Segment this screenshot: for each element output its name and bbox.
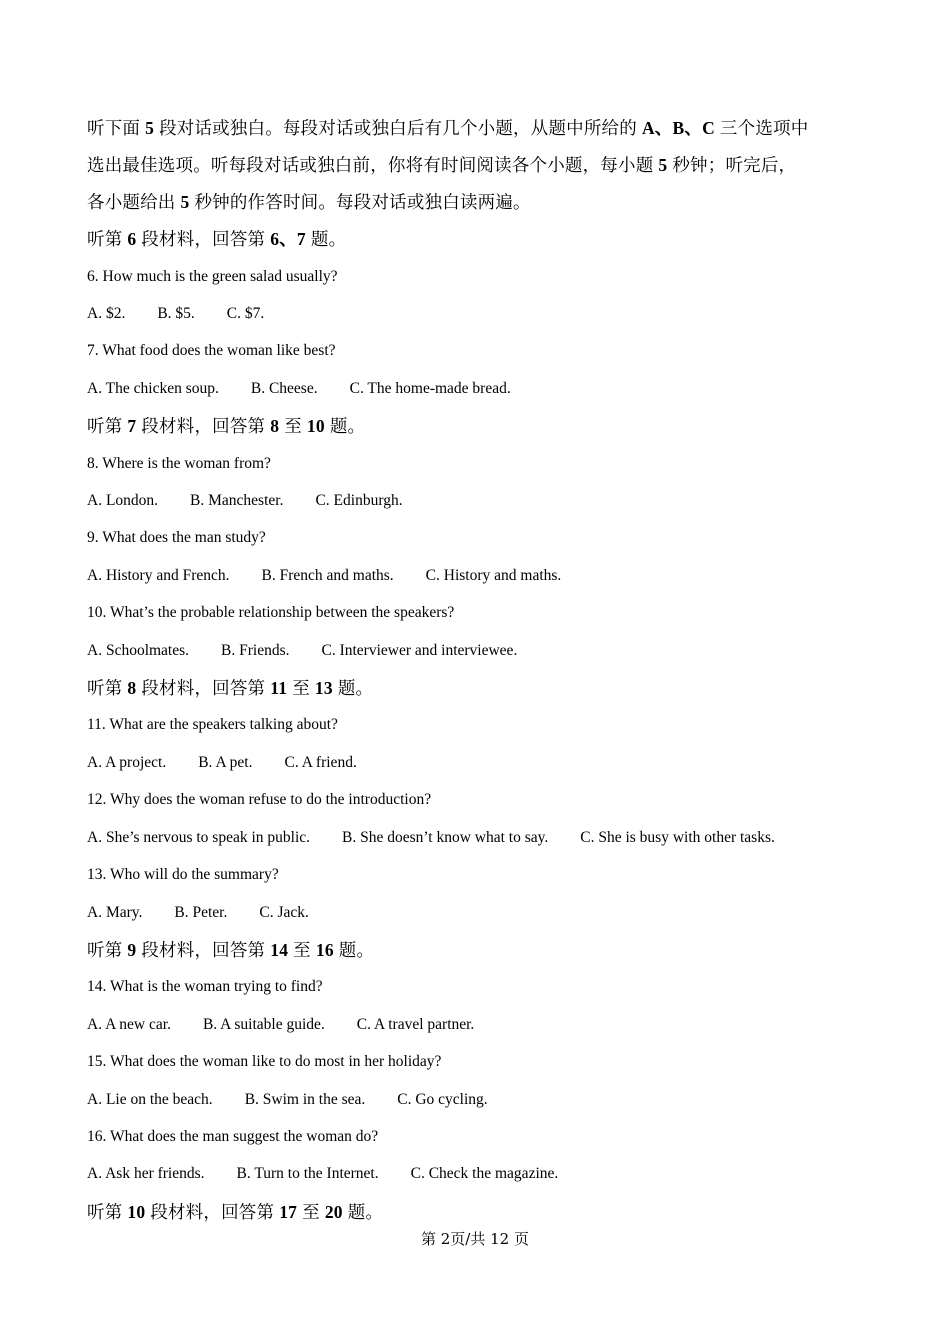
option-a: A. Schoolmates. [87, 642, 190, 659]
options-8 [87, 491, 435, 511]
option-a: A. $2. [87, 305, 126, 322]
options-11 [87, 753, 389, 773]
options-9 [87, 566, 593, 586]
option-c: C. Edinburgh. [315, 492, 403, 509]
option-c: C. Check the magazine. [410, 1165, 559, 1182]
option-b: B. A pet. [198, 754, 253, 771]
option-b: B. Swim in the sea. [244, 1091, 366, 1108]
option-a: A. The chicken soup. [87, 380, 219, 397]
option-a: A. A new car. [87, 1016, 171, 1033]
option-a: A. A project. [87, 754, 167, 771]
option-b: B. A suitable guide. [202, 1016, 325, 1033]
question-7: 7. What food does the woman like best? [87, 342, 336, 359]
options-16 [87, 1164, 590, 1184]
option-a: A. Mary. [87, 904, 143, 921]
option-c: C. She is busy with other tasks. [580, 829, 775, 846]
options-12 [87, 828, 807, 848]
option-a: A. History and French. [87, 567, 230, 584]
intro-line-1: 听下面 5 段对话或独白。每段对话或独白后有几个小题，从题中所给的 A、B、C 三个选项中 [87, 118, 809, 139]
option-b: B. Manchester. [190, 492, 284, 509]
option-a: A. Ask her friends. [87, 1165, 205, 1182]
question-6: 6. How much is the green salad usually? [87, 268, 338, 285]
option-b: B. Cheese. [250, 380, 318, 397]
question-8: 8. Where is the woman from? [87, 455, 271, 472]
option-b: B. She doesn’t know what to say. [342, 829, 549, 846]
option-c: C. Go cycling. [397, 1091, 488, 1108]
question-15: 15. What does the woman like to do most in her holiday? [87, 1053, 442, 1070]
option-c: C. A travel partner. [356, 1016, 475, 1033]
options-6 [87, 304, 296, 324]
option-c: C. History and maths. [425, 567, 562, 584]
section-heading-8: 听第 8 段材料，回答第 11 至 13 题。 [87, 678, 374, 699]
options-15 [87, 1090, 520, 1110]
option-b: B. Peter. [174, 904, 228, 921]
option-c: C. Interviewer and interviewee. [321, 642, 518, 659]
option-a: A. She’s nervous to speak in public. [87, 829, 311, 846]
question-10: 10. What’s the probable relationship between the speakers? [87, 604, 455, 621]
page-footer: 第 2页/共 12 页 [420, 1230, 530, 1248]
question-13: 13. Who will do the summary? [87, 866, 279, 883]
option-c: C. The home-made bread. [349, 380, 511, 397]
option-a: A. London. [87, 492, 159, 509]
section-heading-6: 听第 6 段材料，回答第 6、7 题。 [87, 229, 347, 250]
options-13 [87, 903, 341, 923]
option-b: B. Turn to the Internet. [236, 1165, 379, 1182]
section-heading-9: 听第 9 段材料，回答第 14 至 16 题。 [87, 940, 375, 961]
intro-line-2: 选出最佳选项。听每段对话或独白前，你将有时间阅读各个小题，每小题 5 秒钟；听完后， [87, 155, 797, 176]
question-12: 12. Why does the woman refuse to do the introduction? [87, 791, 432, 808]
section-heading-10: 听第 10 段材料，回答第 17 至 20 题。 [87, 1202, 384, 1223]
question-16: 16. What does the man suggest the woman do? [87, 1128, 379, 1145]
option-c: C. Jack. [259, 904, 309, 921]
option-b: B. $5. [157, 305, 195, 322]
question-9: 9. What does the man study? [87, 529, 266, 546]
options-7 [87, 379, 543, 399]
option-b: B. Friends. [221, 642, 290, 659]
option-c: C. $7. [226, 305, 265, 322]
question-11: 11. What are the speakers talking about? [87, 716, 338, 733]
section-heading-7: 听第 7 段材料，回答第 8 至 10 题。 [87, 416, 366, 437]
options-10 [87, 641, 549, 661]
intro-line-3: 各小题给出 5 秒钟的作答时间。每段对话或独白读两遍。 [87, 192, 531, 213]
option-a: A. Lie on the beach. [87, 1091, 213, 1108]
question-14: 14. What is the woman trying to find? [87, 978, 323, 995]
option-b: B. French and maths. [261, 567, 394, 584]
option-c: C. A friend. [284, 754, 357, 771]
options-14 [87, 1015, 506, 1035]
